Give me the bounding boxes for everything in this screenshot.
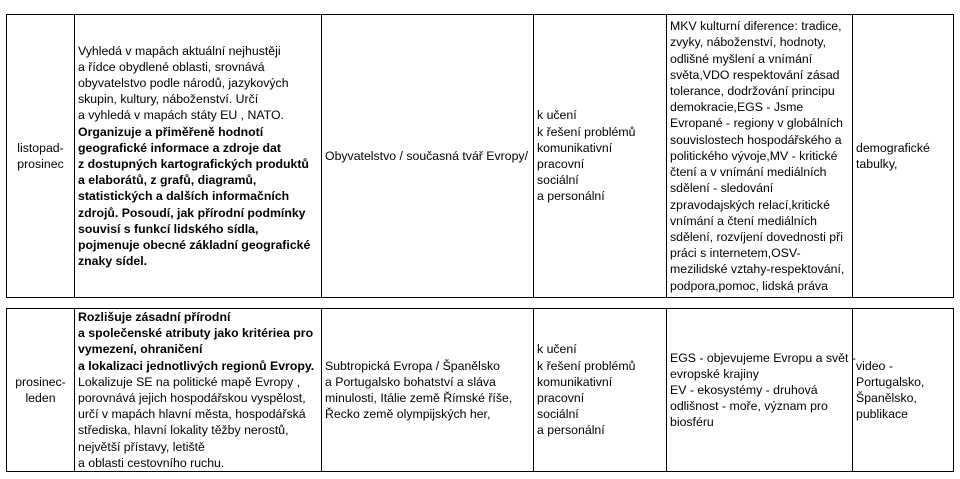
period-line: prosinec- (15, 374, 66, 389)
outcome-line: a vyhledá v mapách státy EU , NATO. (78, 108, 284, 123)
outcome-line: a oblasti cestovního ruchu. (78, 455, 225, 470)
cross-line: mezilidské vztahy-respektování, (670, 262, 845, 277)
outcome-line: statistických a dalších informačních (78, 189, 290, 204)
period-cell (7, 15, 75, 298)
cross-line: sdělení, rozvíjení dovednosti při (670, 229, 843, 244)
material-line: demografické (856, 140, 930, 155)
cross-line: sdělení - sledování (670, 181, 774, 196)
cross-line: biosféru (670, 415, 714, 430)
material-line: tabulky, (856, 157, 898, 171)
topic-line: minulosti, Itálie země Římské říše, (325, 391, 513, 406)
competence-line: sociální (537, 173, 579, 188)
topic-cell (322, 15, 534, 298)
cross-curricular-cell (667, 309, 856, 472)
outcome-line: a lokalizaci jednotlivých regionů Evropy. (78, 358, 315, 373)
cross-line: čtení a v vnímání mediálních (670, 165, 827, 180)
topic-cell (322, 309, 534, 472)
outcome-line: geografické informace a zdroje dat (78, 140, 281, 155)
material-line: Španělsko, (856, 391, 917, 406)
outcome-line: a řídce obydlené oblasti, srovnává (78, 59, 265, 74)
outcome-line: Lokalizuje SE na politické mapě Evropy , (78, 374, 301, 389)
cross-line: zvyky, náboženství, hodnoty, (670, 35, 827, 50)
outcomes-cell (75, 15, 322, 298)
outcome-line: obyvatelstvo podle národů, jazykových (78, 75, 289, 90)
cross-line: zpravodajských relací,kritické (670, 197, 830, 212)
outcome-line: Rozlišuje zásadní přírodní (78, 310, 231, 324)
outcome-line: Vyhledá v mapách aktuální nejhustěji (78, 43, 281, 58)
topic-line: a Portugalsko bohatství a sláva (325, 374, 496, 389)
competence-line: k učení (537, 108, 577, 123)
outcome-line: z dostupných kartografických produktů (78, 157, 309, 171)
material-line: Portugalsko, (856, 374, 925, 389)
cross-line: evropské krajiny (670, 366, 759, 381)
outcome-line: znaky sídel. (78, 254, 148, 269)
competence-line: pracovní (537, 157, 585, 171)
cross-line: EGS - objevujeme Evropu a svět - (670, 350, 856, 365)
outcome-line: a společenské atributy jako kritériea pro (78, 326, 314, 341)
competences-cell (534, 15, 667, 298)
outcome-line: zdrojů. Posoudí, jak přírodní podmínky (78, 205, 306, 220)
table-row (7, 309, 954, 472)
cross-line: odlišnost - moře, význam pro (670, 399, 828, 414)
outcome-line: pojmenuje obecné základní geografické (78, 238, 311, 253)
cross-line: tolerance, dodržování principu (670, 84, 835, 99)
outcome-line: souvisí s funkcí lidského sídla, (78, 221, 259, 236)
material-line: publikace (856, 407, 908, 422)
competence-line: komunikativní (537, 374, 613, 389)
competence-line: komunikativní (537, 140, 613, 155)
competence-line: sociální (537, 407, 579, 422)
period-cell (7, 309, 75, 472)
competence-line: a personální (537, 189, 605, 204)
competence-line: k řešení problémů (537, 124, 636, 139)
cross-line: vnímání a čtení mediálních (670, 213, 817, 228)
cross-line: souvislostech hospodářského a (670, 132, 842, 147)
competence-line: k řešení problémů (537, 358, 636, 373)
material-line: video - (856, 358, 893, 373)
topic-line: Obyvatelstvo / současná tvář Evropy/ (325, 148, 528, 163)
cross-line: práci s internetem,OSV- (670, 246, 801, 261)
topic-line: Subtropická Evropa / Španělsko (325, 358, 500, 373)
outcomes-cell (75, 309, 322, 472)
competence-line: pracovní (537, 391, 585, 406)
cross-line: světa,VDO respektování zásad (670, 67, 840, 82)
cross-line: Evropané - regiony v globálních (670, 116, 843, 131)
period-line: leden (25, 391, 56, 406)
competence-line: k učení (537, 342, 577, 357)
outcome-line: a elaborátů, z grafů, diagramů, (78, 173, 257, 188)
materials-cell (853, 15, 954, 298)
period-line: prosinec (17, 157, 64, 171)
cross-line: podpora,pomoc, lidská práva (670, 278, 828, 293)
outcome-line: porovnává jejich hospodářskou vyspělost, (78, 391, 306, 406)
cross-line: EV - ekosystémy - druhová (670, 382, 818, 397)
curriculum-table-row-1 (6, 14, 954, 298)
competence-line: a personální (537, 423, 605, 438)
curriculum-table-row-2 (6, 308, 954, 472)
cross-line: odlišné myšlení a vnímání (670, 51, 813, 66)
outcome-line: vymezení, ohraničení (78, 342, 203, 357)
outcome-line: Organizuje a přiměřeně hodnotí (78, 124, 264, 139)
topic-line: Řecko země olympijských her, (325, 407, 491, 422)
cross-line: MKV kulturní diference: tradice, (670, 19, 842, 34)
cross-curricular-cell (667, 15, 853, 298)
outcome-line: největší přístavy, letiště (78, 439, 205, 454)
competences-cell (534, 309, 667, 472)
table-row (7, 15, 954, 298)
outcome-line: skupin, kultury, náboženství. Určí (78, 92, 259, 107)
period-line: listopad- (17, 140, 64, 155)
cross-line: demokracie,EGS - Jsme (670, 100, 804, 115)
materials-cell (853, 309, 954, 472)
outcome-line: střediska, hlavní lokality těžby nerostů, (78, 423, 289, 438)
cross-line: politického vývoje,MV - kritické (670, 148, 838, 163)
outcome-line: určí v mapách hlavní města, hospodářská (78, 407, 306, 422)
